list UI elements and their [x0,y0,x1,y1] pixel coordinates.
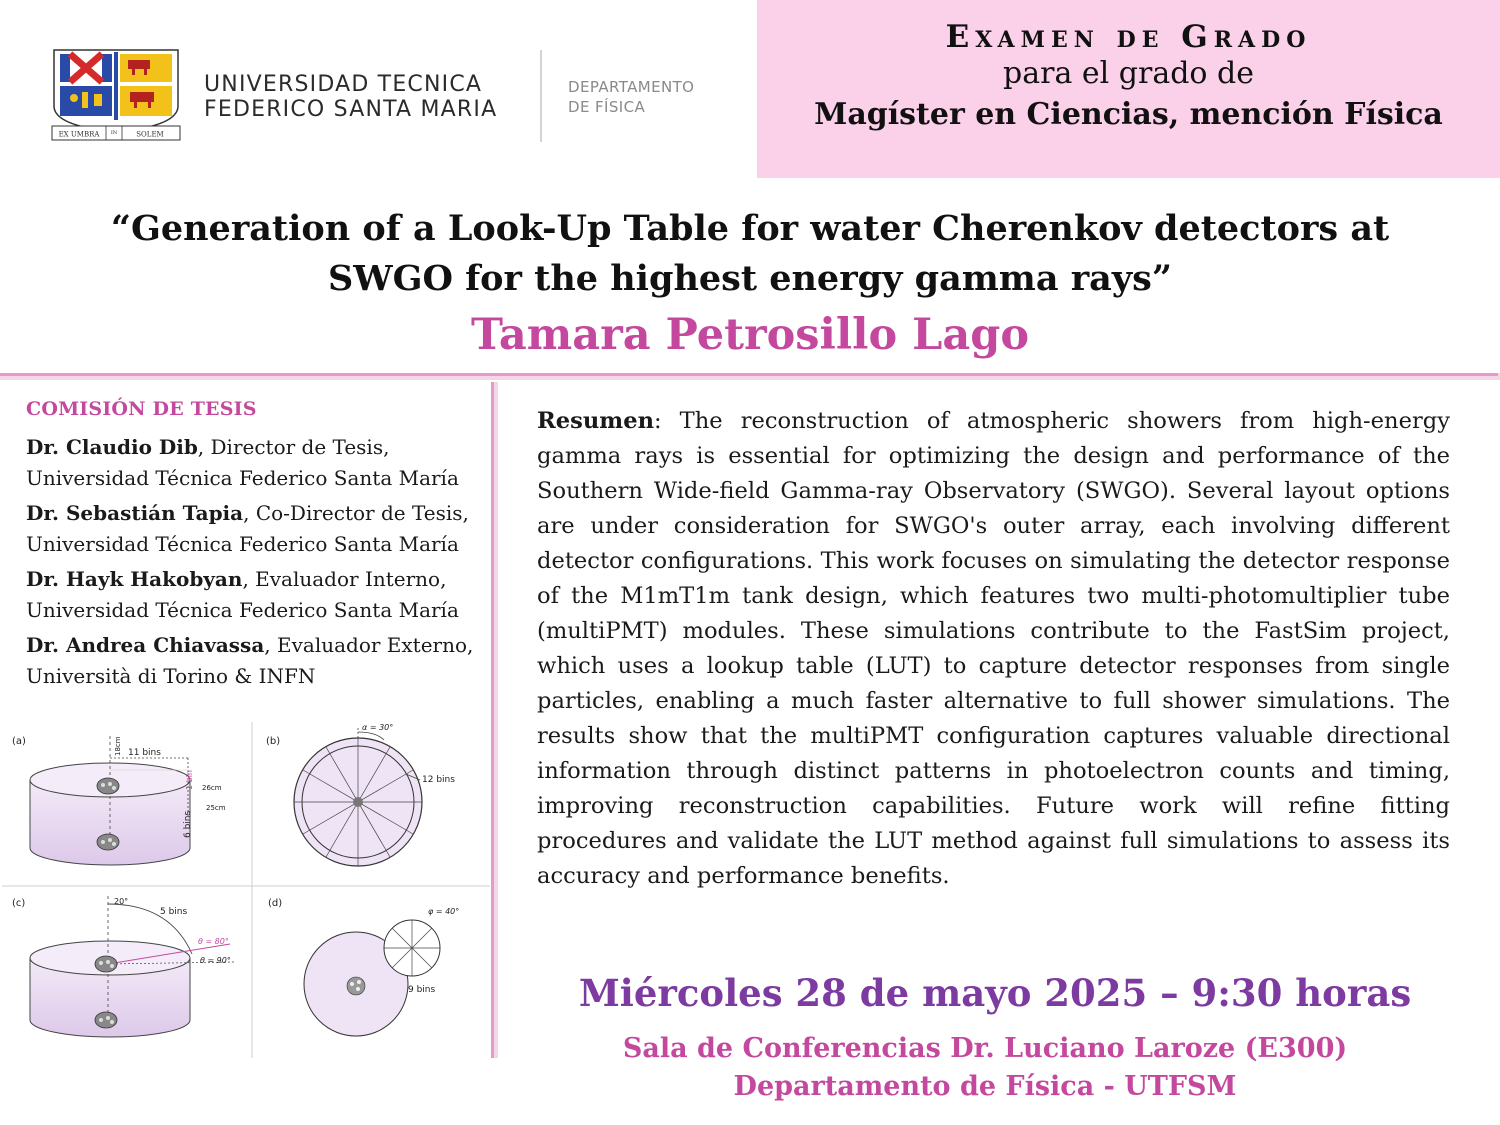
committee-heading: COMISIÓN DE TESIS [26,398,257,420]
abstract-label: Resumen [537,408,655,434]
committee-member [26,630,486,692]
committee-member [26,564,486,626]
university-name-line1: UNIVERSIDAD TECNICA [204,72,483,97]
multipmt-bottom-icon [97,834,119,850]
thesis-title-line2: SWGO for the highest energy gamma rays” [327,258,1173,299]
university-name-line2: FEDERICO SANTA MARIA [204,97,498,122]
panel-c-angle-top: 20° [114,897,129,906]
motto-left: EX UMBRA [58,130,100,139]
thesis-title [60,204,1440,304]
abstract [537,404,1450,894]
panel-b-bins: 12 bins [422,775,455,785]
university-crest-icon [50,48,182,144]
panel-a-dim-top: 18cm [114,736,122,756]
motto-mid: IN [110,130,118,136]
event-venue: Sala de Conferencias Dr. Luciano Laroze (E300) [622,1033,1348,1064]
multipmt-bottom-icon [95,1012,117,1028]
panel-a-dim-26: 26cm [202,784,222,792]
figure-panel-a [12,736,226,865]
detector-binning-figure [0,718,492,1060]
panel-a-bins-side: 6 bins [183,810,193,838]
panel-d-label: (d) [268,898,283,909]
exam-title: Examen de Grado [945,19,1312,55]
member-role: , Evaluador Interno, [242,567,447,591]
panel-a-dim-25: 25cm [206,804,226,812]
department-name [568,77,694,117]
member-name: Dr. Claudio Dib [26,435,198,459]
member-affiliation: Università di Torino & INFN [26,664,316,688]
member-affiliation: Universidad Técnica Federico Santa María [26,598,459,622]
panel-c-theta90: θ = 90° [200,956,231,965]
member-name: Dr. Hayk Hakobyan [26,567,243,591]
university-name [204,72,497,122]
panel-a-one-bin: 1 bin [185,769,194,790]
department-name-line2: DE FÍSICA [568,98,646,116]
member-affiliation: Universidad Técnica Federico Santa María [26,532,459,556]
committee-section [26,398,486,696]
multipmt-top-icon [97,778,119,794]
figure-panel-c [12,896,234,1037]
exam-degree: Magíster en Ciencias, mención Física [814,97,1443,132]
panel-c-label: (c) [12,898,26,909]
event-date: Miércoles 28 de mayo 2025 – 9:30 horas [578,971,1412,1015]
panel-b-label: (b) [266,736,281,747]
committee-member [26,498,486,560]
multipmt-top-icon [95,956,117,972]
member-role: , Director de Tesis, [197,435,390,459]
panel-a-bins-top: 11 bins [128,748,161,758]
member-role: , Evaluador Externo, [264,633,474,657]
panel-c-bins: 5 bins [160,907,188,917]
panel-b-alpha: α = 30° [362,723,394,732]
university-logo [50,48,710,148]
member-name: Dr. Andrea Chiavassa [26,633,265,657]
logo-divider [540,50,542,142]
member-affiliation: Universidad Técnica Federico Santa María [26,466,459,490]
exam-box [757,0,1500,178]
motto-right: SOLEM [136,130,164,139]
department-name-line1: DEPARTAMENTO [568,78,695,96]
horizontal-divider [0,373,1498,376]
panel-c-theta80: θ = 80° [198,937,229,946]
figure-panel-d [268,898,459,1036]
multipmt-module-icon [347,977,365,995]
panel-d-bins: 9 bins [408,985,436,995]
abstract-text: : The reconstruction of atmospheric showers from high-energy gamma rays is essential for optimizing the design and performance of the Southern Wide-field Gamma-ray Observatory (SWGO). Several layout options are under consideration for SWGO's outer array, each involving different detector configurations. This work focuses on simulating the detector response of the M1mT1m tank design, which features two multi-photomultiplier tube (multiPMT) modules. These simulations contribute to the FastSim project, which uses a lookup table (LUT) to capture detector responses from single particles, enabling a much faster alternative to full shower simulations. The results show that the multiPMT configuration captures valuable directional information through distinct patterns in photoelectron counts and timing, improving reconstruction capabilities. Future work will refine fitting procedures and validate the LUT method against full simulations to assess its accuracy and performance benefits. [537,408,1450,889]
panel-d-phi: φ = 40° [428,907,460,916]
panel-a-label: (a) [12,736,26,747]
author-name: Tamara Petrosillo Lago [470,310,1030,360]
exam-subtitle: para el grado de [1003,56,1254,91]
member-role: , Co-Director de Tesis, [243,501,469,525]
event-department: Departamento de Física - UTFSM [733,1071,1237,1102]
figure-panel-b [266,723,455,866]
committee-member [26,432,486,494]
thesis-title-line1: “Generation of a Look-Up Table for water Cherenkov detectors at [110,208,1390,249]
member-name: Dr. Sebastián Tapia [26,501,244,525]
